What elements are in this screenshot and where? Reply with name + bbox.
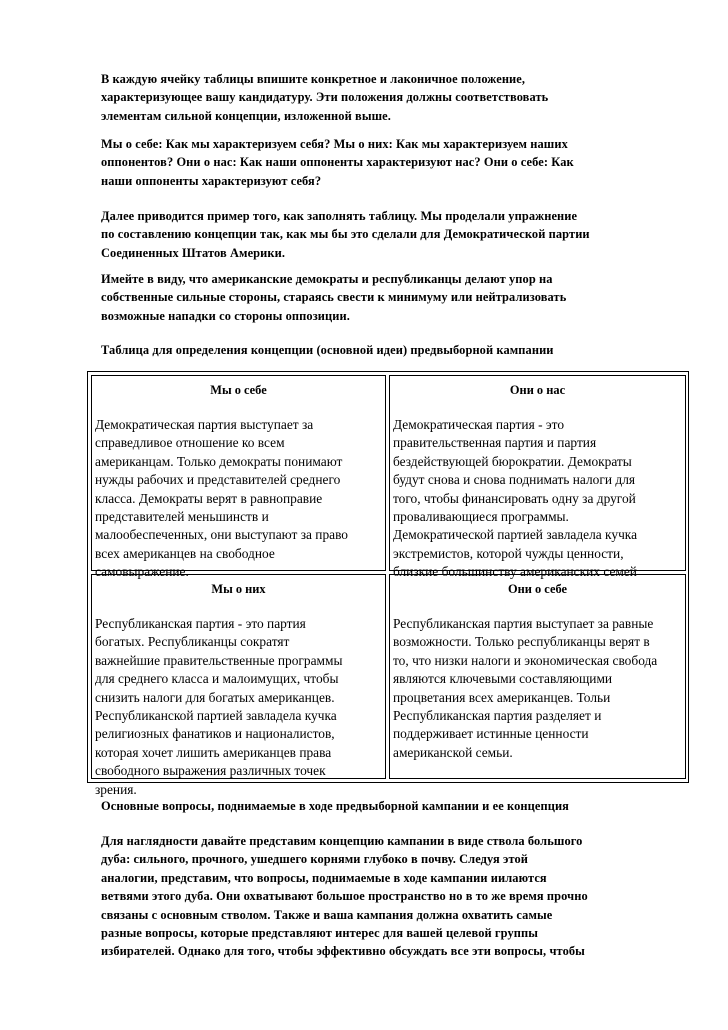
- text-line: Мы о себе: Как мы характеризуем себя? Мы о них: Как мы характеризуем наших: [101, 137, 568, 151]
- text-line: возможности. Только республиканцы верят в: [393, 634, 650, 650]
- text-line: американцам. Только демократы понимают: [95, 453, 343, 469]
- text-line: экстремистов, которой чужды ценности,: [393, 545, 624, 561]
- text-line: Для наглядности давайте представим концепцию кампании в виде ствола большого: [101, 834, 583, 848]
- text-line: аналогии, представим, что вопросы, поднимаемые в ходе кампании иилаются: [101, 870, 547, 885]
- text-line: характеризующее вашу кандидатуру. Эти положения должны соответствовать: [101, 90, 549, 105]
- text-line: снизить налоги для богатых американцев.: [95, 689, 335, 705]
- cell-they-about-us: [389, 375, 686, 580]
- cell-heading: Они о себе: [508, 582, 567, 596]
- cell-heading: Мы о себе: [210, 383, 267, 397]
- section-title: [101, 797, 691, 815]
- text-line: бездействующей бюрократии. Демократы: [393, 453, 632, 469]
- text-line: малообеспеченных, они выступают за право: [95, 527, 349, 543]
- text-line: то, что низки налоги и экономическая свобода: [393, 652, 658, 668]
- text-line: возможные нападки со стороны оппозиции.: [101, 308, 350, 323]
- text-line: являются ключевыми составляющими: [393, 671, 613, 687]
- text-line: ветвями этого дуба. Они охватывают большое пространство но в то же время прочно: [101, 889, 588, 904]
- text-line: которая хочет лишить американцев права: [95, 744, 332, 760]
- text-line: оппонентов? Они о нас: Как наши оппоненты характеризуют нас? Они о себе: Как: [101, 155, 574, 170]
- text-line: проваливающиеся программы.: [393, 509, 569, 525]
- cell-heading: Мы о них: [211, 582, 266, 596]
- cell-body: [393, 615, 685, 762]
- text-line: поддерживает истинные ценности: [393, 726, 589, 742]
- text-line: для среднего класса и малоимущих, чтобы: [95, 671, 339, 687]
- text-line: Республиканская партия - это партия: [95, 616, 306, 631]
- text-line: богатых. Республиканцы сократят: [95, 634, 290, 650]
- cell-heading: Они о нас: [509, 383, 566, 397]
- cell-body: [95, 615, 385, 799]
- cell-we-about-them: [91, 574, 386, 797]
- cell-they-about-them: [389, 574, 686, 779]
- text-line: Республиканской партией завладела кучка: [95, 708, 337, 724]
- text-line: дуба: сильного, прочного, ушедшего корнями глубоко в почву. Следуя этой: [101, 852, 529, 867]
- text-line: элементам сильной концепции, изложенной выше.: [101, 108, 391, 123]
- text-line: Демократическая партия - это: [393, 417, 565, 432]
- text-line: зрения.: [95, 781, 137, 797]
- text-line: Соединенных Штатов Америки.: [101, 245, 286, 260]
- text-line: свободного выражения различных точек: [95, 763, 326, 779]
- text-line: В каждую ячейку таблицы впишите конкретное и лаконичное положение,: [101, 72, 526, 86]
- text-line: Имейте в виду, что американские демократы и республиканцы делают упор на: [101, 272, 553, 286]
- text-line: по составлению концепции так, как мы бы это сделали для Демократической партии: [101, 227, 590, 242]
- text-line: Республиканская партия разделяет и: [393, 708, 602, 724]
- section-body: [101, 832, 691, 961]
- table-caption: [101, 341, 691, 359]
- text-line: Демократическая партия выступает за: [95, 417, 314, 432]
- text-line: будут снова и снова поднимать налоги для: [393, 472, 636, 488]
- text-line: правительственная партия и партия: [393, 435, 597, 451]
- text-line: связаны с основным стволом. Также и ваша кампания должна охватить самые: [101, 907, 553, 922]
- text-line: американской семьи.: [393, 744, 513, 760]
- text-line: самовыражение.: [95, 564, 189, 580]
- text-line: избирателей. Однако для того, чтобы эффективно обсуждать все эти вопросы, чтобы: [101, 944, 585, 959]
- table-caption-text: Таблица для определения концепции (основной идеи) предвыборной кампании: [101, 343, 554, 357]
- text-line: важнейшие правительственные программы: [95, 652, 343, 668]
- intro-paragraph-instructions: [101, 70, 691, 125]
- text-line: представителей меньшинств и: [95, 509, 269, 525]
- text-line: наши оппоненты характеризуют себя?: [101, 173, 322, 188]
- text-line: разные вопросы, которые представляют интерес для вашей целевой группы: [101, 926, 539, 941]
- text-line: класса. Демократы верят в равноправие: [95, 490, 323, 506]
- text-line: близкие большинству американских семей: [393, 564, 637, 580]
- cell-body: [393, 416, 685, 582]
- text-line: того, чтобы финансировать одну за другой: [393, 490, 636, 506]
- cell-we-about-us: [91, 375, 386, 580]
- text-line: Демократической партией завладела кучка: [393, 527, 638, 543]
- text-line: всех американцев на свободное: [95, 545, 275, 561]
- text-line: нужды рабочих и представителей среднего: [95, 472, 341, 488]
- text-line: справедливое отношение ко всем: [95, 435, 285, 451]
- text-line: собственные сильные стороны, стараясь свести к минимуму или нейтрализовать: [101, 290, 567, 305]
- intro-paragraph-questions: [101, 135, 691, 190]
- intro-paragraph-note: [101, 270, 691, 325]
- text-line: Республиканская партия выступает за равные: [393, 616, 654, 631]
- concept-table: [87, 371, 689, 797]
- text-line: религиозных фанатиков и националистов,: [95, 726, 335, 742]
- cell-body: [95, 416, 385, 582]
- text-line: процветания всех американцев. Тольи: [393, 689, 611, 705]
- section-title-text: Основные вопросы, поднимаемые в ходе предвыборной кампании и ее концепция: [101, 799, 569, 813]
- intro-paragraph-example: [101, 207, 691, 262]
- text-line: Далее приводится пример того, как заполнять таблицу. Мы проделали упражнение: [101, 209, 578, 223]
